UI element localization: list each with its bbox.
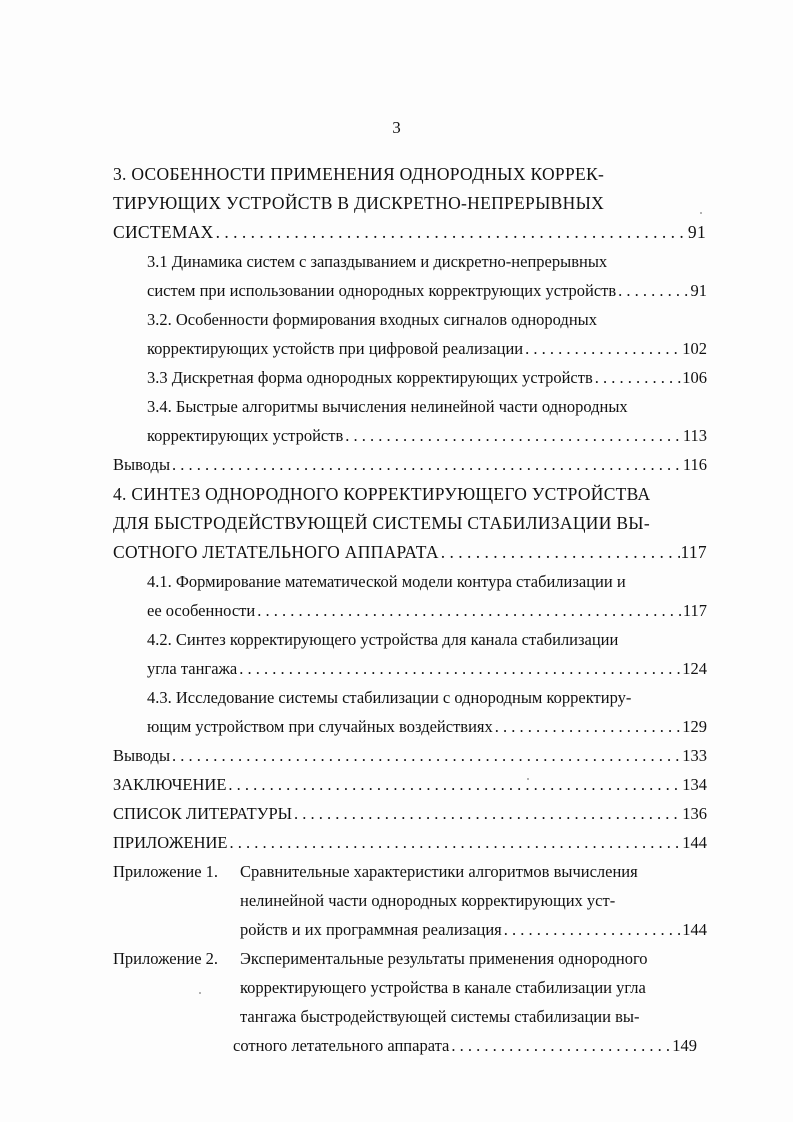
toc-conclusions-3-entry[interactable] [113,451,707,479]
toc-appendix-1-label: Приложение 1. [113,862,219,881]
toc-section-3-2-line-2: корректирующих устойств при цифровой реализации [147,339,524,358]
toc-appendix-2-entry[interactable] [233,1032,697,1060]
toc-page-number: 116 [682,455,707,474]
toc-page-number: 106 [682,368,707,387]
toc-page-number: 102 [682,339,707,358]
toc-appendix-label: ПРИЛОЖЕНИЕ [113,833,228,852]
toc-page-number: 144 [682,920,707,939]
toc-chapter-4-title-line-2: ДЛЯ БЫСТРОДЕЙСТВУЮЩЕЙ СИСТЕМЫ СТАБИЛИЗАЦИИ ВЫ- [113,513,650,533]
toc-section-3-3-entry[interactable] [147,364,707,392]
scan-speck [199,992,201,994]
toc-section-4-2-line-1: 4.2. Синтез корректирующего устройства для канала стабилизации [147,630,619,649]
toc-section-4-1-entry[interactable] [147,597,707,625]
toc-chapter-4-title-line-1: 4. СИНТЕЗ ОДНОРОДНОГО КОРРЕКТИРУЮЩЕГО УСТРОЙСТВА [113,484,651,504]
toc-section-3-3-line-1: 3.3 Дискретная форма однородных корректирующих устройств [147,368,593,387]
toc-conclusions-label: Выводы [113,455,171,474]
toc-references-entry[interactable] [113,800,707,828]
toc-appendix-1-line-1: Сравнительные характеристики алгоритмов вычисления [240,862,638,881]
toc-section-4-3-line-1: 4.3. Исследование системы стабилизации с однородным корректиру- [147,688,632,707]
toc-page-number: 134 [682,775,707,794]
leader-dots [493,713,683,741]
leader-dots [523,335,682,363]
leader-dots [255,597,683,625]
toc-references-label: СПИСОК ЛИТЕРАТУРЫ [113,804,293,823]
toc-section-3-1-line-1: 3.1 Динамика систем с запаздыванием и дискретно-непрерывных [147,252,608,271]
toc-page-number: 133 [682,746,707,765]
toc-page-number: 136 [682,804,707,823]
scan-speck [527,778,529,780]
toc-section-4-3-line-2: ющим устройством при случайных воздействиях [147,717,493,736]
toc-chapter-4-entry[interactable] [113,538,707,566]
toc-chapter-3-entry[interactable] [113,218,706,246]
leader-dots [227,829,682,857]
toc-section-4-2-line-2: угла тангажа [147,659,238,678]
toc-appendix-2-label: Приложение 2. [113,949,219,968]
toc-chapter-4-title-line-3: СОТНОГО ЛЕТАТЕЛЬНОГО АППАРАТА [113,542,439,562]
toc-chapter-3-title-line-3: СИСТЕМАХ [113,222,214,242]
scan-speck [700,212,702,214]
leader-dots [292,800,682,828]
leader-dots [170,742,682,770]
toc-appendix-1-entry[interactable] [240,916,707,944]
toc-page-number: 129 [682,717,707,736]
leader-dots [593,364,682,392]
toc-page-number: 91 [690,281,707,300]
leader-dots [226,771,682,799]
toc-page-number: 124 [682,659,707,678]
toc-page-number: 91 [687,222,706,242]
toc-conclusion-label: ЗАКЛЮЧЕНИЕ [113,775,227,794]
toc-page-number: 144 [682,833,707,852]
leader-dots [343,422,683,450]
toc-conclusions-4-entry[interactable] [113,742,707,770]
toc-section-3-4-line-2: корректирующих устройств [147,426,344,445]
toc-conclusion-entry[interactable] [113,771,707,799]
toc-page-number: 113 [682,426,707,445]
leader-dots [449,1032,672,1060]
toc-section-3-2-entry[interactable] [147,335,707,363]
toc-section-4-3-entry[interactable] [147,713,707,741]
toc-appendix-2-line-1: Экспериментальные результаты применения однородного [240,949,648,968]
toc-conclusions-label: Выводы [113,746,171,765]
leader-dots [502,916,682,944]
toc-chapter-3-title-line-2: ТИРУЮЩИХ УСТРОЙСТВ В ДИСКРЕТНО-НЕПРЕРЫВНЫХ [113,193,605,213]
toc-appendix-entry[interactable] [113,829,707,857]
toc-appendix-2-line-2: корректирующего устройства в канале стабилизации угла [240,978,646,997]
leader-dots [439,538,681,566]
leader-dots [616,277,690,305]
toc-chapter-3-title-line-1: 3. ОСОБЕННОСТИ ПРИМЕНЕНИЯ ОДНОРОДНЫХ КОРРЕК- [113,164,605,184]
toc-section-3-2-line-1: 3.2. Особенности формирования входных сигналов однородных [147,310,597,329]
toc-appendix-1-line-3: ройств и их программная реализация [240,920,502,939]
leader-dots [170,451,683,479]
toc-section-3-4-entry[interactable] [147,422,707,450]
toc-page-number: 117 [680,542,707,562]
toc-section-3-1-entry[interactable] [147,277,707,305]
toc-appendix-2-line-3: тангажа быстродействующей системы стабилизации вы- [240,1007,640,1026]
toc-section-4-1-line-2: ее особенности [147,601,256,620]
toc-appendix-2-line-4: сотного летательного аппарата [233,1036,450,1055]
toc-appendix-1-line-2: нелинейной части однородных корректирующих уст- [240,891,616,910]
toc-section-3-4-line-1: 3.4. Быстрые алгоритмы вычисления нелинейной части однородных [147,397,628,416]
leader-dots [237,655,682,683]
leader-dots [214,218,688,246]
toc-section-4-2-entry[interactable] [147,655,707,683]
toc-section-3-1-line-2: систем при использовании однородных корректрующих устройств [147,281,617,300]
toc-section-4-1-line-1: 4.1. Формирование математической модели контура стабилизации и [147,572,626,591]
toc-page-number: 117 [682,601,707,620]
toc-page-number: 149 [672,1036,697,1055]
page-number: 3 [392,118,401,137]
